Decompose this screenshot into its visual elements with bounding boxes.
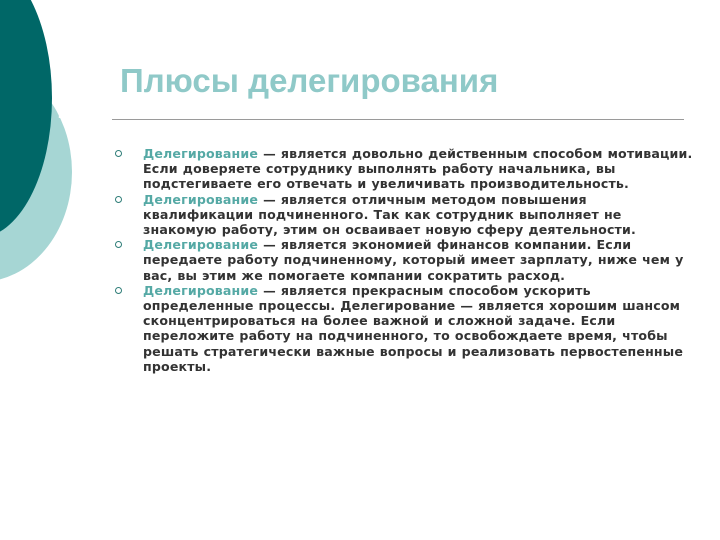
list-item — [112, 192, 697, 238]
item-term: Делегирование — [143, 282, 259, 298]
circle-bullet-icon — [115, 287, 122, 294]
item-description: — является довольно действенным способом мотивации. Если доверяете сотруднику выполнять работу начальника, вы подстегиваете его отвечать и увеличивать производительность. — [143, 146, 693, 192]
item-term: Делегирование — [143, 146, 259, 161]
item-term: Делегирование — [143, 191, 259, 207]
circle-bullet-icon — [115, 150, 122, 157]
item-term: Делегирование — [143, 237, 259, 253]
item-text — [143, 237, 697, 283]
list-item — [112, 237, 697, 283]
bullet-list — [112, 146, 697, 374]
slide-title: Плюсы делегирования — [120, 62, 499, 99]
decorative-circles — [0, 0, 110, 300]
title-divider — [112, 119, 684, 120]
item-text — [143, 146, 697, 192]
circle-bullet-icon — [115, 196, 122, 203]
item-text — [143, 192, 697, 238]
list-item — [112, 283, 697, 374]
list-item — [112, 146, 697, 192]
item-description: — является экономией финансов компании. Если передаете работу подчиненному, который имеет зарплату, ниже чем у вас, вы этим же помогаете компании сократить расход. — [143, 237, 684, 283]
item-description: — является прекрасным способом ускорить определенные процессы. Делегирование — является хорошим шансом сконцентрироваться на более важной и сложной задаче. Если переложите работу на подчиненного, то освобождаете время, чтобы решать стратегически важные вопросы и реализовать первостепенные проекты. — [143, 282, 684, 374]
item-text — [143, 283, 697, 374]
circle-bullet-icon — [115, 241, 122, 248]
item-description: — является отличным методом повышения квалификации подчиненного. Так как сотрудник выполняет не знакомую работу, этим он осваивает новую сферу деятельности. — [143, 191, 636, 238]
